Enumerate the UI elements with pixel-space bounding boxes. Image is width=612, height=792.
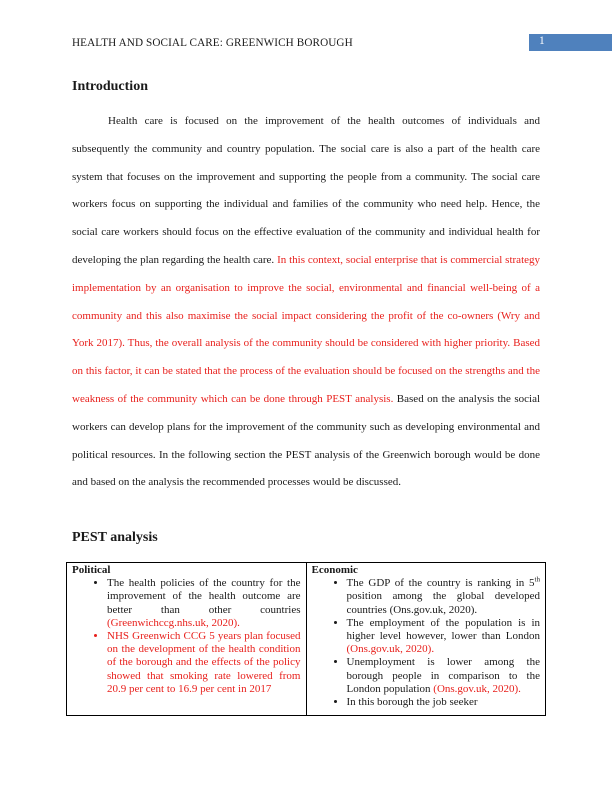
economic-item-3-reference: (Ons.gov.uk, 2020). xyxy=(433,682,521,695)
introduction-heading: Introduction xyxy=(72,79,148,94)
political-item-1: • The health policies of the country for the improvement of the health outcome are better than other countries (Greenwichccg.nhs.uk, 2020). xyxy=(107,577,301,630)
page-number-badge xyxy=(529,34,612,51)
political-list xyxy=(72,577,301,696)
economic-item-1: • The GDP of the country is ranking in 5th position among the global developed countries (Ons.gov.uk, 2020). xyxy=(347,577,541,617)
intro-text-part-2: Based on the analysis the social workers can develop plans for the improvement of the community such as developing environmental and political resources. In the following section the PEST analysis of the Greenwich borough would be done and based on the analysis the recommended processes would be discussed. xyxy=(72,392,541,489)
economic-title: Economic xyxy=(311,564,358,576)
pest-heading: PEST analysis xyxy=(72,530,158,545)
economic-item-2-reference: (Ons.gov.uk, 2020). xyxy=(346,643,435,656)
political-cell xyxy=(67,563,307,716)
running-header-title: HEALTH AND SOCIAL CARE: GREENWICH BOROUGH xyxy=(72,37,353,49)
political-item-1-reference: (Greenwichccg.nhs.uk, 2020). xyxy=(107,616,240,629)
political-title: Political xyxy=(72,564,111,576)
economic-item-2: • The employment of the population is in higher level however, lower than London (Ons.gov.uk, 2020). xyxy=(347,617,541,657)
economic-cell xyxy=(306,563,546,716)
economic-list xyxy=(312,577,541,709)
intro-text-part-1: Health care is focused on the improvement of the health outcomes of individuals and subsequently the community and country population. The social care is also a part of the health care system that focuses on the improvement and supporting the people from a community. The social care workers focus on supporting the individual and families of the community who need help. Hence, the social care workers should focus on the effective evaluation of the community and individual health for developing the plan regarding the health care. xyxy=(72,115,540,266)
economic-item-4: • In this borough the job seeker xyxy=(347,696,541,709)
political-item-2: • NHS Greenwich CCG 5 years plan focused on the development of the health condition of the borough and the effects of the policy showed that smoking rate lowered from 20.9 per cent to 16.9 per cent in 2017 xyxy=(107,630,301,696)
economic-item-3: • Unemployment is lower among the borough people in comparison to the London population (Ons.gov.uk, 2020). xyxy=(347,656,541,696)
intro-text-highlighted: In this context, social enterprise that is commercial strategy implementation by an organisation to improve the social, environmental and financial well-being of a community and this also maximise the social impact considering the profit of the co-owners (Wry and York 2017). Thus, the overall analysis of the community should be considered with higher priority. Based on this factor, it can be stated that the process of the evaluation should be focused on the strengths and the weakness of the community which can be done through PEST analysis. xyxy=(72,253,541,405)
page-number: 1 xyxy=(539,35,545,47)
pest-table xyxy=(66,562,546,716)
introduction-paragraph xyxy=(72,108,540,497)
pest-table-row xyxy=(67,563,546,716)
